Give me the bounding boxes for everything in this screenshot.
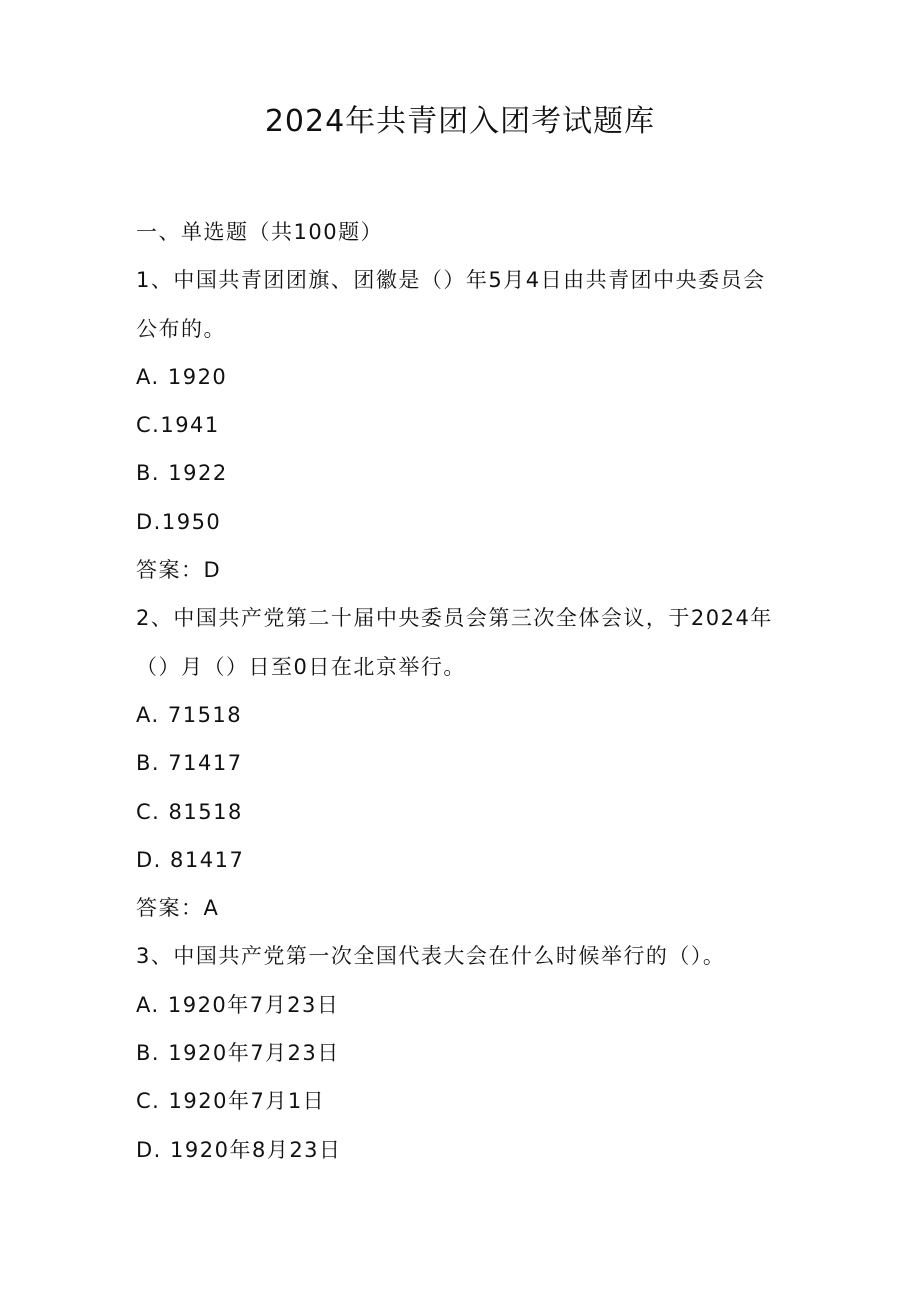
option-b: B. 1920年7月23日 — [136, 1041, 340, 1066]
option-c: C. 1920年7月1日 — [136, 1089, 326, 1114]
option-c: C. 81518 — [136, 799, 243, 824]
option-b: B. 1922 — [136, 461, 228, 486]
option-d: D.1950 — [136, 509, 222, 534]
document-body — [136, 208, 836, 1174]
option-a: A. 71518 — [136, 702, 243, 727]
question-stem: 3、中国共产党第一次全国代表大会在什么时候举行的（）。 — [136, 944, 726, 969]
question-stem-continued: （）月（）日至0日在北京举行。 — [136, 654, 466, 679]
question-stem: 1、中国共青团团旗、团徽是（）年5月4日由共青团中央委员会 — [136, 268, 766, 293]
question-stem-continued: 公布的。 — [136, 316, 226, 341]
option-c: C.1941 — [136, 413, 220, 438]
question-1 — [136, 256, 836, 594]
option-b: B. 71417 — [136, 751, 243, 776]
answer: 答案：D — [136, 558, 222, 583]
question-stem: 2、中国共产党第二十届中央委员会第三次全体会议，于2024年 — [136, 606, 773, 631]
question-2 — [136, 594, 836, 932]
question-3 — [136, 932, 836, 1173]
option-a: A. 1920 — [136, 364, 228, 389]
answer: 答案：A — [136, 896, 220, 921]
document-title: 2024年共青团入团考试题库 — [264, 104, 656, 139]
option-d: D. 81417 — [136, 847, 245, 872]
option-a: A. 1920年7月23日 — [136, 992, 340, 1017]
section-heading: 一、单选题（共100题） — [136, 220, 384, 244]
option-d: D. 1920年8月23日 — [136, 1137, 342, 1162]
